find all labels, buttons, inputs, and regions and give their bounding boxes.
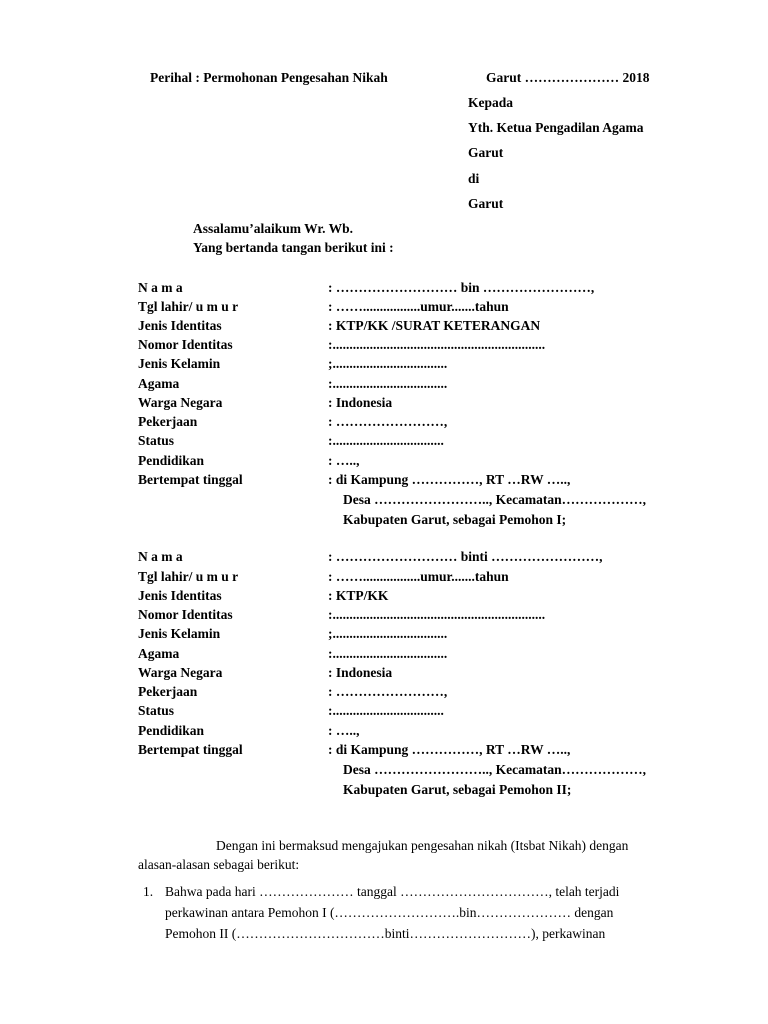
address-continuation: Kabupaten Garut, sebagai Pemohon II; xyxy=(343,782,572,797)
field-label: Warga Negara xyxy=(138,665,223,680)
field-value: : di Kampung ……………, RT …RW ….., xyxy=(328,742,571,757)
address-line: Yth. Ketua Pengadilan Agama xyxy=(468,120,644,135)
field-label: Pendidikan xyxy=(138,723,205,738)
perihal-line: Perihal : Permohonan Pengesahan Nikah xyxy=(150,70,388,85)
list-number: 1. xyxy=(143,884,154,899)
field-value: ;.................................. xyxy=(328,356,448,371)
address-line: Kepada xyxy=(468,95,514,110)
field-label: N a m a xyxy=(138,549,183,564)
field-label: Jenis Kelamin xyxy=(138,626,221,641)
field-label: Bertempat tinggal xyxy=(138,742,243,757)
field-label: Nomor Identitas xyxy=(138,337,233,352)
field-label: Warga Negara xyxy=(138,395,223,410)
list-item-line: Bahwa pada hari ………………… tanggal ……………………………, telah terjadi xyxy=(165,884,620,899)
field-value: : Indonesia xyxy=(328,665,393,680)
field-value: : ….., xyxy=(328,723,360,738)
greeting: Assalamu’alaikum Wr. Wb. xyxy=(193,221,354,236)
address-line: di xyxy=(468,171,480,186)
field-value: : Indonesia xyxy=(328,395,393,410)
field-label: Jenis Identitas xyxy=(138,318,222,333)
list-item-line: Pemohon II (……………………………binti………………………), perkawinan xyxy=(165,926,606,941)
address-line: Garut xyxy=(468,145,504,160)
field-label: Pendidikan xyxy=(138,453,205,468)
address-continuation: Kabupaten Garut, sebagai Pemohon I; xyxy=(343,512,567,527)
field-value: :.................................. xyxy=(328,646,448,661)
field-value: : KTP/KK xyxy=(328,588,389,603)
field-value: : ….., xyxy=(328,453,360,468)
field-label: Pekerjaan xyxy=(138,414,198,429)
field-value: :................................. xyxy=(328,433,444,448)
field-label: Jenis Identitas xyxy=(138,588,222,603)
field-value: : ……………………… binti ……………………, xyxy=(328,549,603,564)
intro-text: Yang bertanda tangan berikut ini : xyxy=(193,240,394,255)
field-label: Status xyxy=(138,703,175,718)
field-label: Agama xyxy=(138,376,180,391)
field-value: : …….................umur.......tahun xyxy=(328,299,509,314)
field-label: Agama xyxy=(138,646,180,661)
field-value: : …….................umur.......tahun xyxy=(328,569,509,584)
field-value: : KTP/KK /SURAT KETERANGAN xyxy=(328,318,541,333)
field-label: N a m a xyxy=(138,280,183,295)
paragraph-line: Dengan ini bermaksud mengajukan pengesahan nikah (Itsbat Nikah) dengan xyxy=(216,838,629,853)
field-label: Status xyxy=(138,433,175,448)
list-item-line: perkawinan antara Pemohon I (……………………….bin………………… dengan xyxy=(165,905,614,920)
field-value: :.................................. xyxy=(328,376,448,391)
address-continuation: Desa …………………….., Kecamatan………………, xyxy=(343,492,646,507)
address-continuation: Desa …………………….., Kecamatan………………, xyxy=(343,762,646,777)
field-label: Nomor Identitas xyxy=(138,607,233,622)
field-value: : di Kampung ……………, RT …RW ….., xyxy=(328,472,571,487)
field-value: :............................................................... xyxy=(328,607,546,622)
field-label: Bertempat tinggal xyxy=(138,472,243,487)
place-date: Garut ………………… 2018 xyxy=(486,70,650,85)
field-label: Tgl lahir/ u m u r xyxy=(138,569,239,584)
paragraph-line: alasan-alasan sebagai berikut: xyxy=(138,857,300,872)
address-line: Garut xyxy=(468,196,504,211)
field-value: :................................. xyxy=(328,703,444,718)
field-label: Tgl lahir/ u m u r xyxy=(138,299,239,314)
field-value: ;.................................. xyxy=(328,626,448,641)
field-value: : ……………………, xyxy=(328,414,448,429)
field-value: : ……………………, xyxy=(328,684,448,699)
field-value: : ……………………… bin ……………………, xyxy=(328,280,595,295)
field-label: Jenis Kelamin xyxy=(138,356,221,371)
field-label: Pekerjaan xyxy=(138,684,198,699)
field-value: :............................................................... xyxy=(328,337,546,352)
